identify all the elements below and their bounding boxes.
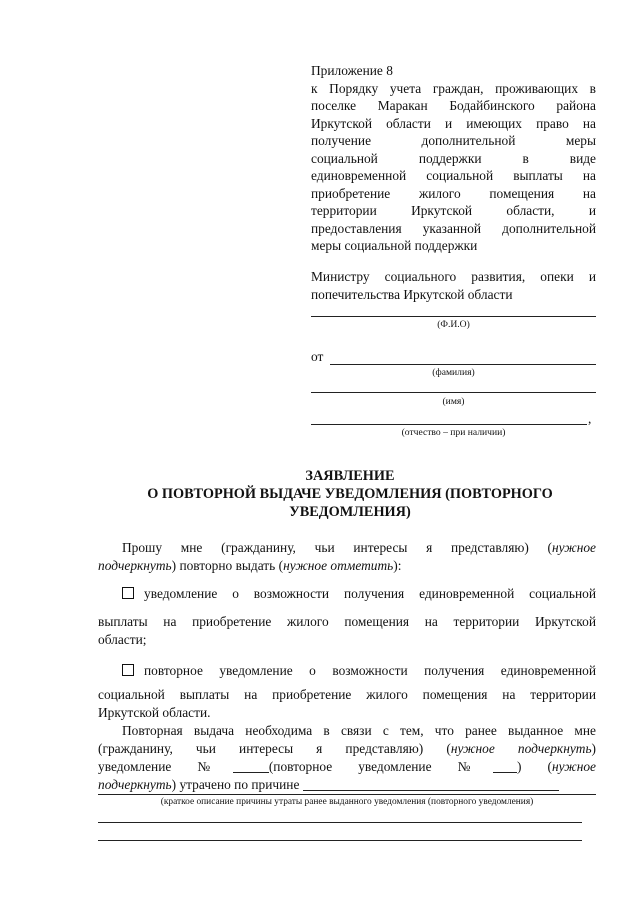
annex-line: поселке Маракан Бодайбинского района [311,98,596,113]
addressee [311,268,596,303]
option-notice-line: области; [98,632,147,647]
reason-description-line[interactable] [98,794,596,795]
option-repeat-notice-line: социальной выплаты на приобретение жилого помещения на территории [98,687,596,702]
addressee-line: попечительства Иркутской области [311,286,513,302]
reason-paragraph-line: Повторная выдача необходима в связи с тем, что ранее выданное мне [122,723,596,738]
fio-caption: (Ф.И.О) [437,319,470,330]
title-line: ЗАЯВЛЕНИЕ [305,468,395,484]
annex-line: Приложение 8 [311,63,393,78]
from-label: от [311,349,324,364]
annex-line: предоставления указанной дополнительной [311,220,596,236]
patronymic-comma: , [588,411,592,426]
loss-reason-field[interactable] [303,778,559,791]
reason-description-line[interactable] [98,822,582,823]
repeat-notice-checkbox[interactable] [122,664,134,676]
title-line: О ПОВТОРНОЙ ВЫДАЧЕ УВЕДОМЛЕНИЯ (ПОВТОРНОГО [147,486,553,502]
reason-paragraph-line: подчеркнуть) утрачено по причине [98,776,596,794]
reason-paragraph-line: уведомление № (повторное уведомление № ) (нужное [98,759,596,774]
addressee-line: Министру социального развития, опеки и [311,269,596,284]
surname-field[interactable] [330,364,596,365]
surname-caption: (фамилия) [432,367,475,378]
annex-line: приобретение жилого помещения на [311,185,596,201]
option-repeat-notice-line: Иркутской области. [98,705,211,720]
annex-line: получение дополнительной меры [311,133,596,148]
reason-description-line[interactable] [98,840,582,841]
annex-line: Иркутской области и имеющих право на [311,115,596,131]
reason-caption: (краткое описание причины утраты ранее выданного уведомления (повторного уведомления) [160,797,534,807]
request-paragraph-line: подчеркнуть) повторно выдать (нужное отметить): [98,558,402,573]
option-repeat-notice-line: повторное уведомление о возможности получения единовременной [98,662,596,680]
title-line: УВЕДОМЛЕНИЯ) [289,504,411,520]
option-notice-line: уведомление о возможности получения единовременной социальной [98,585,596,603]
application-body [98,539,596,794]
request-paragraph-line: Прошу мне (гражданину, чьи интересы я представляю) (нужное [122,540,596,555]
name-caption: (имя) [442,396,465,407]
notice-number-field[interactable] [233,760,269,773]
notice-checkbox[interactable] [122,587,134,599]
annex-line: единовременной социальной выплаты на [311,168,596,183]
fio-field[interactable] [311,316,596,317]
document-title [100,467,600,521]
patronymic-field[interactable] [311,424,587,425]
annex-reference [311,62,596,255]
reason-paragraph-line: (гражданину, чьи интересы я представляю) (нужное подчеркнуть) [98,741,597,756]
annex-line: социальной поддержки в виде [311,150,596,166]
repeat-notice-number-field[interactable] [493,760,517,773]
patronymic-caption: (отчество – при наличии) [401,427,506,438]
option-notice-line: выплаты на приобретение жилого помещения на территории Иркутской [98,614,596,629]
name-field[interactable] [311,392,596,393]
annex-line: территории Иркутской области, и [311,203,596,218]
annex-line: к Порядку учета граждан, проживающих в [311,80,596,96]
annex-line: меры социальной поддержки [311,238,478,253]
